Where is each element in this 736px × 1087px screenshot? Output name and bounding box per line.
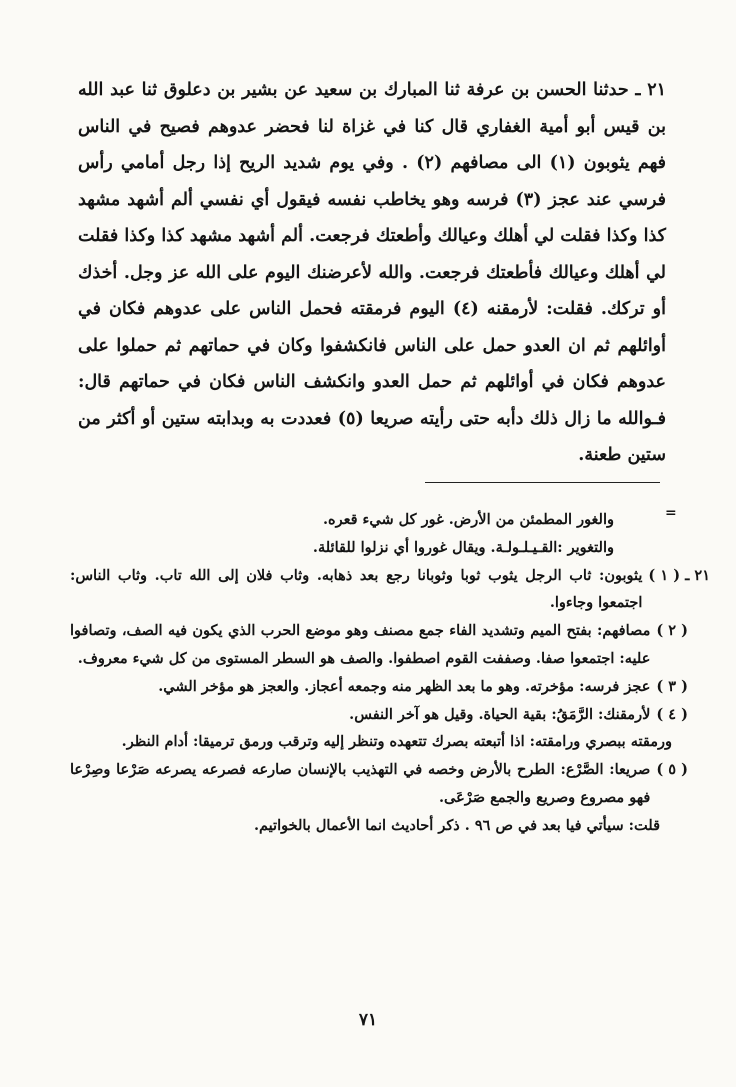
footnote-2	[70, 617, 710, 673]
footnote-text: صريعا: الصَّرْع: الطرح بالأرض وخصه في التهذيب بالإنسان صارعه فصرعه يصرعه صَرْعا وصِرْعا فهو مصروع وصريع والجمع صَرْعَى.	[70, 761, 651, 806]
footnote-closing: قلت: سيأتي فيا بعد في ص ٩٦ . ذكر أحاديث انما الأعمال بالخواتيم.	[253, 816, 660, 834]
footnote-text: لأرمقنك: الرَّمَقُ: بقية الحياة. وقيل هو آخر النفس.	[349, 705, 651, 723]
hadith-paragraph	[78, 72, 666, 474]
footnote-text: مصافهم: بفتح الميم وتشديد الفاء جمع مصنف وهو موضع الحرب الذي يكون فيه الصف، وتصافوا عليه: اجتمعوا صفا. وصففت القوم اصطفوا. والصف هو السطر المستوى من كل شيء معروف.	[70, 622, 651, 667]
page-number: ٧١	[358, 1010, 378, 1030]
footnote-4-continued	[70, 728, 710, 756]
footnote-number: ( ٥ )	[656, 761, 688, 779]
footnote-number: ( ٤ )	[656, 705, 688, 723]
footnote-text: يثوبون: ثاب الرجل يثوب ثوبا وثوبانا رجع بعد ذهابه. وثاب فلان إلى الله تاب. وثاب الناس: اجتمعوا وجاءوا.	[70, 566, 643, 612]
footnote-5	[70, 756, 710, 812]
footnote-carryover-line: والتغوير :القـيـلـولـة. ويقال غوروا أي نزلوا للقائلة.	[312, 538, 614, 556]
footnote-number: ( ٣ )	[656, 677, 688, 695]
footnotes-block	[70, 506, 710, 840]
carryover-mark: =	[665, 505, 677, 521]
footnote-4	[70, 701, 710, 729]
hadith-number: ٢١ ـ	[635, 80, 667, 100]
footnote-hadith-ref: ٢١ ـ ( ١ )	[648, 566, 710, 584]
footnote-3	[70, 673, 710, 701]
footnote-number: ( ٢ )	[656, 622, 688, 640]
hadith-text-block	[78, 72, 666, 474]
footnote-text: عجز فرسه: مؤخرته. وهو ما بعد الظهر منه وجمعه أعجاز. والعجز هو مؤخر الشي.	[158, 677, 651, 695]
footnote-text: ورمقته ببصري ورامقته: اذا أتبعته بصرك تتعهده وتنظر إليه وترقب ورمق ترميقا: أدام النظر.	[121, 733, 672, 751]
hadith-body: حدثنا الحسن بن عرفة ثنا المبارك بن سعيد عن بشير بن دعلوق ثنا عبد الله بن قيس أبو أمية الغفاري قال كنا في غزاة لنا فحضر عدوهم فصيح في الناس فهم يثوبون (١) الى مصافهم (٢) . وفي يوم شديد الريح إذا رجل أمامي رأس فرسي عند عجز (٣) فرسه وهو يخاطب نفسه فيقول أي نفسي ألم أشهد مشهد كذا وكذا فقلت لي أهلك وعيالك وأطعتك فرجعت. ألم أشهد مشهد كذا وكذا فقلت لي أهلك وعيالك فأطعتك فرجعت. والله لأعرضنك اليوم على الله عز وجل. أخذك أو تركك. فقلت: لأرمقنه (٤) اليوم فرمقته فحمل الناس على عدوهم فكان في أوائلهم ثم ان العدو حمل على الناس فانكشفوا وكان في حماتهم ثم حملوا على عدوهم فكان في أوائلهم ثم حمل العدو وانكشف الناس فكان في حماتهم قال: فـوالله ما زال ذلك دأبه حتى رأيته صريعا (٥) فعددت به وبدابته ستين أو أكثر من ستين طعنة.	[78, 80, 667, 465]
footnote-separator	[425, 482, 660, 483]
footnote-1	[70, 562, 710, 618]
footnote-carryover-line: والغور المطمئن من الأرض. غور كل شيء قعره.	[322, 511, 614, 528]
footnote-number: ( ١ )	[648, 566, 681, 584]
